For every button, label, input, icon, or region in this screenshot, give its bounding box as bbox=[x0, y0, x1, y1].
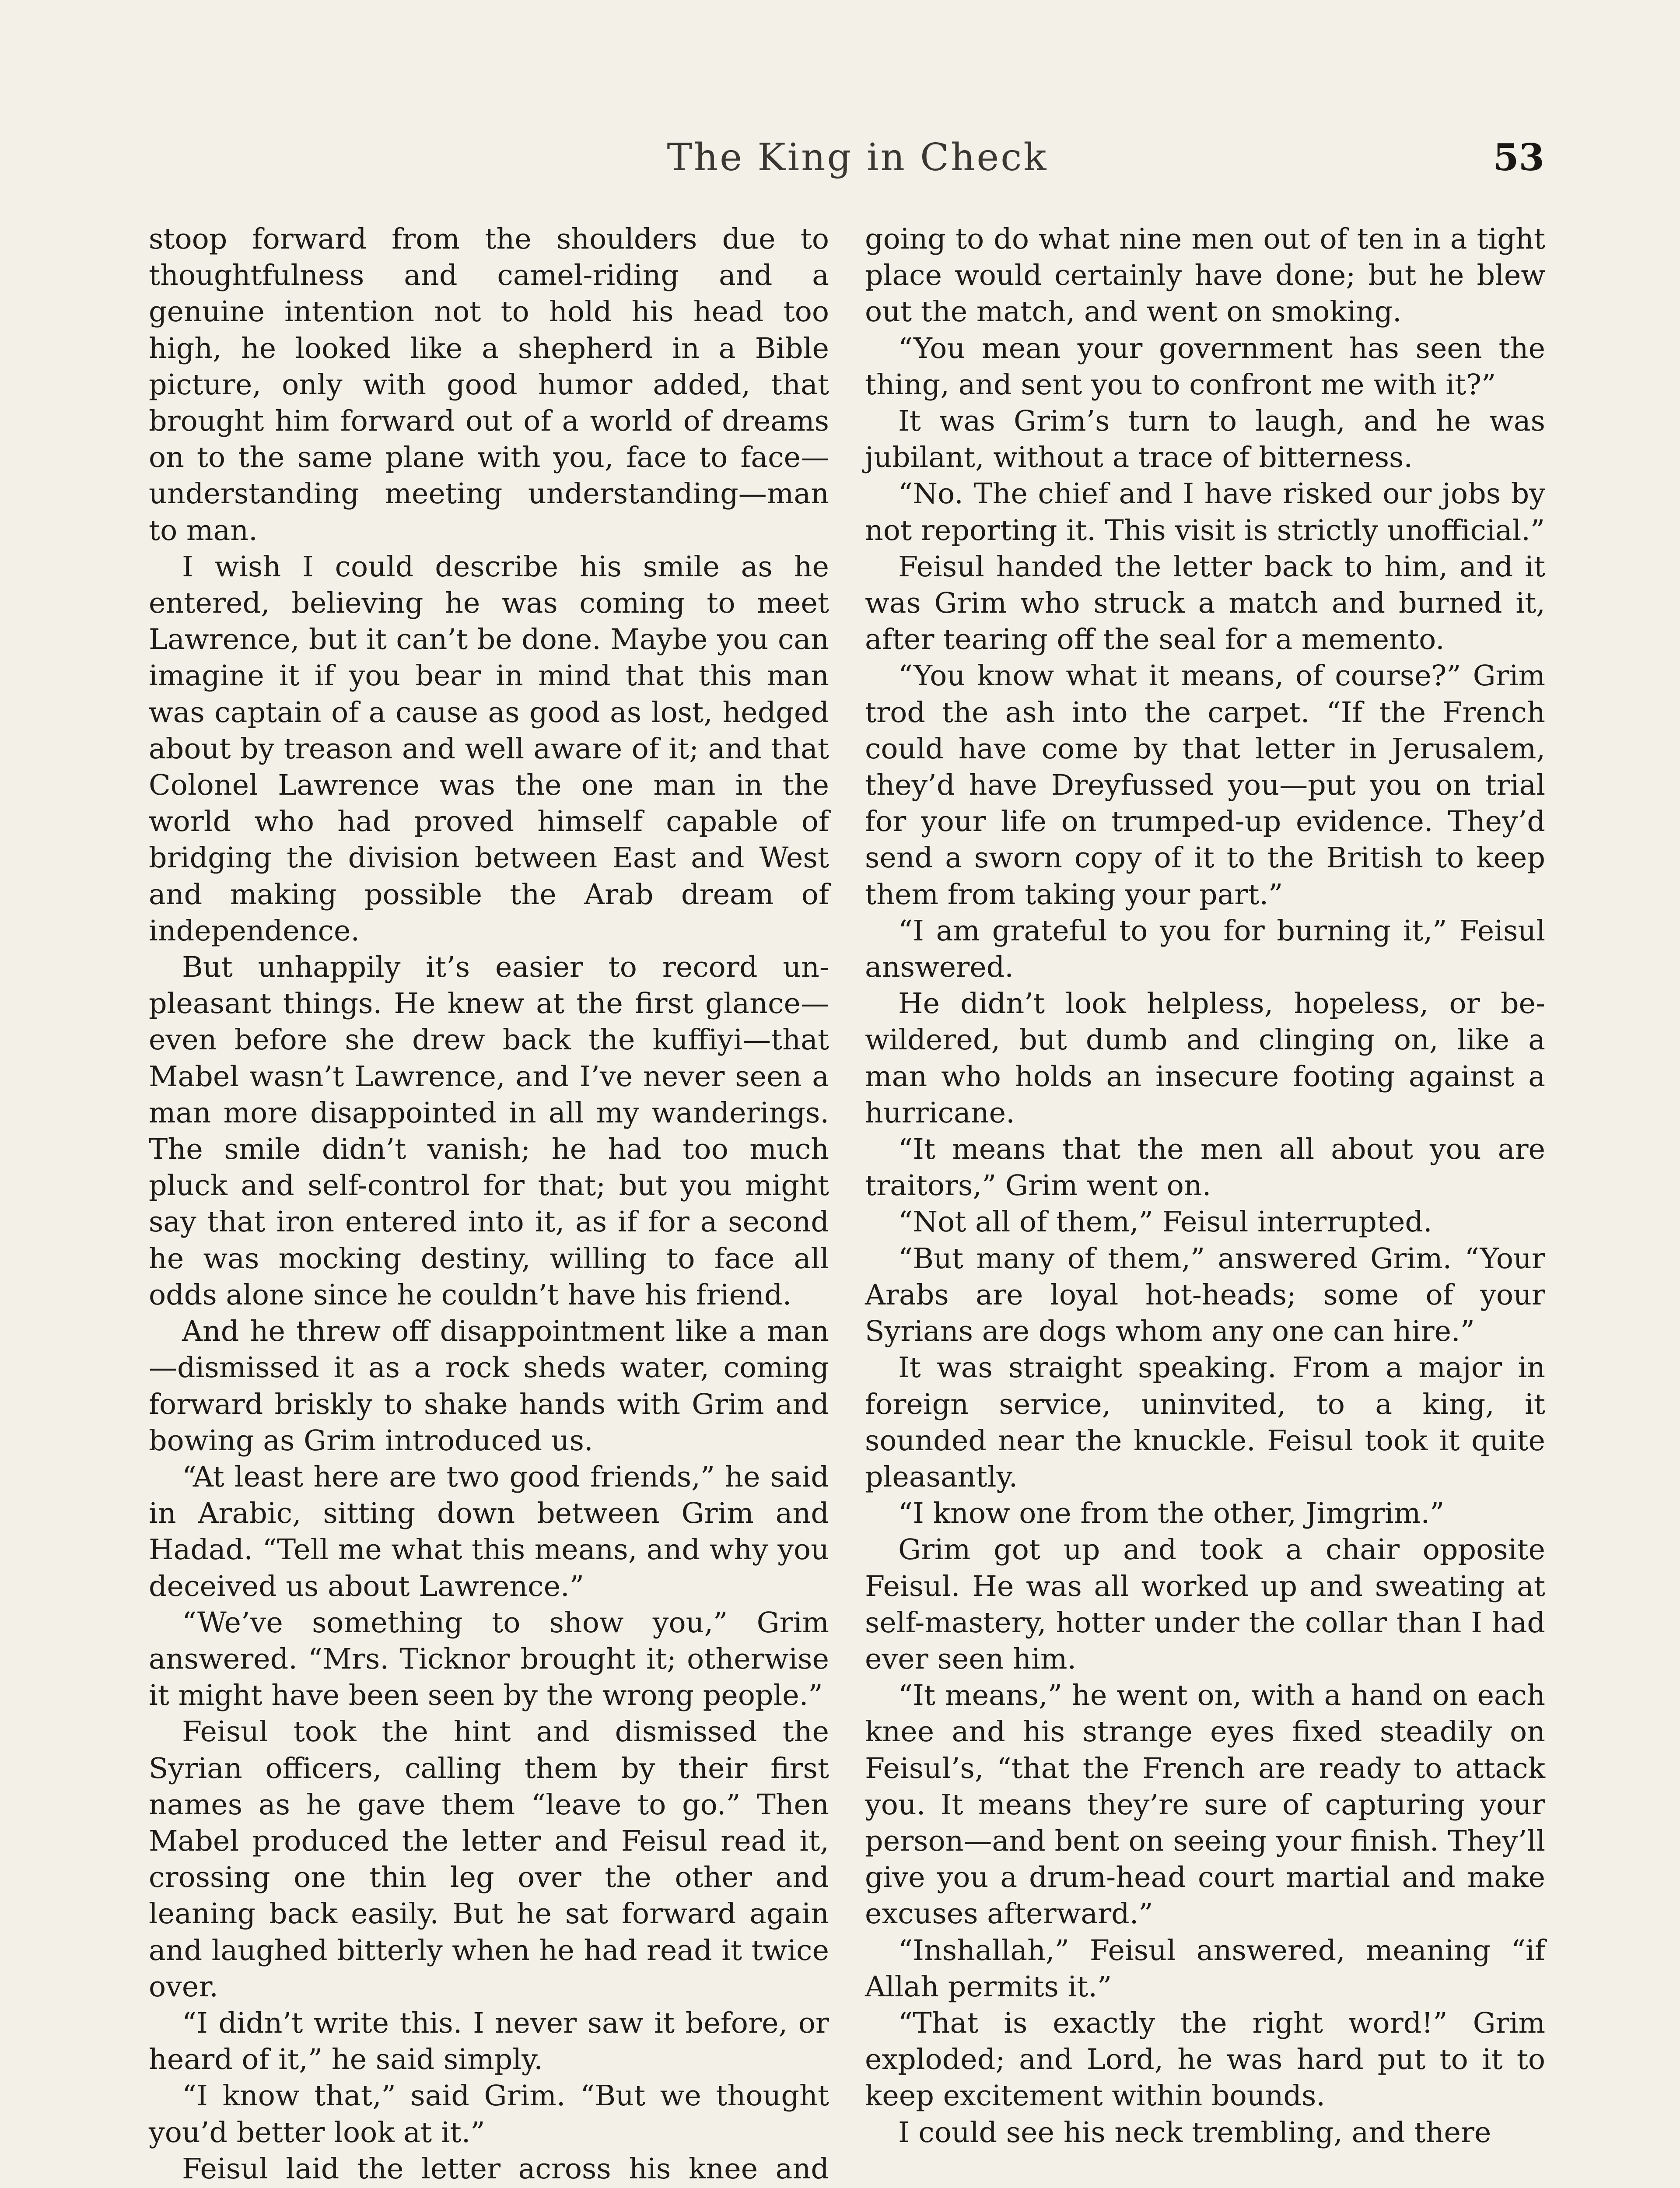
page-number: 53 bbox=[1493, 136, 1544, 179]
paragraph: Feisul laid the letter across his knee and bbox=[182, 2152, 829, 2185]
paragraph: “I know one from the other, Jimgrim.” bbox=[898, 1497, 1445, 1530]
paragraph: “Not all of them,” Feisul interrupted. bbox=[898, 1206, 1432, 1239]
left-text-column bbox=[149, 221, 829, 2188]
paragraph: And he threw off disappointment like a man—dismissed it as a rock sheds water, coming forward briskly to shake hands with Grim and bowing as Grim introduced us. bbox=[149, 1315, 829, 1457]
paragraph: “I didn’t write this. I never saw it before, or heard of it,” he said simply. bbox=[149, 2006, 829, 2076]
paragraph: It was Grim’s turn to laugh, and he was jubilant, without a trace of bitterness. bbox=[865, 405, 1545, 474]
paragraph: “We’ve something to show you,” Grim answered. “Mrs. Ticknor brought it; otherwise it might have been seen by the wrong people.” bbox=[149, 1606, 829, 1712]
paragraph: But unhappily it’s easier to record unpleasant things. He knew at the first glance—even before she drew back the kuffiyi—that Mabel wasn’t Lawrence, and I’ve never seen a man more disappointed in all my wanderings. The smile didn’t vanish; he had too much pluck and self-control for that; but you might say that iron entered into it, as if for a second he was mocking destiny, willing to face all odds alone since he couldn’t have his friend. bbox=[149, 951, 829, 1311]
paragraph: “That is exactly the right word!” Grim exploded; and Lord, he was hard put to it to keep excitement within bounds. bbox=[865, 2006, 1545, 2113]
paragraph: “I know that,” said Grim. “But we thought you’d better look at it.” bbox=[149, 2079, 829, 2149]
paragraph: “You know what it means, of course?” Grim trod the ash into the carpet. “If the French could have come by that letter in Jerusalem, they’d have Dreyfussed you—put you on trial for your life on trumped-up evidence. They’d send a sworn copy of it to the British to keep them from taking your part.” bbox=[865, 659, 1545, 911]
paragraph: Feisul took the hint and dismissed the Syrian officers, calling them by their first names as he gave them “leave to go.” Then Mabel produced the letter and Feisul read it, crossing one thin leg over the other and leaning back easily. But he sat forward again and laughed bitterly when he had read it twice over. bbox=[149, 1715, 829, 2003]
paragraph: “Inshallah,” Feisul answered, meaning “if Allah permits it.” bbox=[865, 1934, 1545, 2003]
paragraph: I could see his neck trembling, and there bbox=[898, 2116, 1491, 2149]
paragraph: going to do what nine men out of ten in a tight place would certainly have done; but he blew out the match, and went on smoking. bbox=[865, 223, 1545, 329]
paragraph: “At least here are two good friends,” he said in Arabic, sitting down between Grim and Hadad. “Tell me what this means, and why you deceived us about Lawrence.” bbox=[149, 1460, 829, 1603]
right-text-column bbox=[865, 221, 1545, 2151]
paragraph: He didn’t look helpless, hopeless, or bewildered, but dumb and clinging on, like a man who holds an insecure footing against a hurricane. bbox=[865, 987, 1545, 1129]
paragraph: Feisul handed the letter back to him, and it was Grim who struck a match and burned it, after tearing off the seal for a memento. bbox=[865, 550, 1545, 656]
paragraph: “No. The chief and I have risked our jobs by not reporting it. This visit is strictly unofficial.” bbox=[865, 477, 1545, 547]
paragraph: “You mean your government has seen the thing, and sent you to confront me with it?” bbox=[865, 332, 1545, 401]
paragraph: stoop forward from the shoulders due to thoughtfulness and camel-riding and a genuine intention not to hold his head too high, he looked like a shepherd in a Bible picture, only with good humor added, that brought him forward out of a world of dreams on to the same plane with you, face to face—understanding meeting understanding—man to man. bbox=[149, 223, 829, 547]
paragraph: “It means that the men all about you are traitors,” Grim went on. bbox=[865, 1133, 1545, 1203]
paragraph: “I am grateful to you for burning it,” Feisul answered. bbox=[865, 914, 1545, 984]
paragraph: “It means,” he went on, with a hand on each knee and his strange eyes fixed steadily on Feisul’s, “that the French are ready to attack you. It means they’re sure of capturing your person—and bent on seeing your finish. They’ll give you a drum-head court martial and make excuses afterward.” bbox=[865, 1679, 1545, 1931]
page-header bbox=[0, 127, 1680, 188]
running-title: The King in Check bbox=[667, 136, 1048, 179]
paragraph: “But many of them,” answered Grim. “Your Arabs are loyal hot-heads; some of your Syrians are dogs whom any one can hire.” bbox=[865, 1242, 1545, 1348]
paragraph: Grim got up and took a chair opposite Feisul. He was all worked up and sweating at self-mastery, hotter under the collar than I had ever seen him. bbox=[865, 1533, 1545, 1676]
paragraph: It was straight speaking. From a major in foreign service, uninvited, to a king, it sounded near the knuckle. Feisul took it quite pleasantly. bbox=[865, 1351, 1545, 1494]
paragraph: I wish I could describe his smile as he entered, believing he was coming to meet Lawrence, but it can’t be done. Maybe you can imagine it if you bear in mind that this man was captain of a cause as good as lost, hedged about by treason and well aware of it; and that Colonel Lawrence was the one man in the world who had proved himself capable of bridging the division between East and West and making possible the Arab dream of independence. bbox=[149, 550, 829, 947]
